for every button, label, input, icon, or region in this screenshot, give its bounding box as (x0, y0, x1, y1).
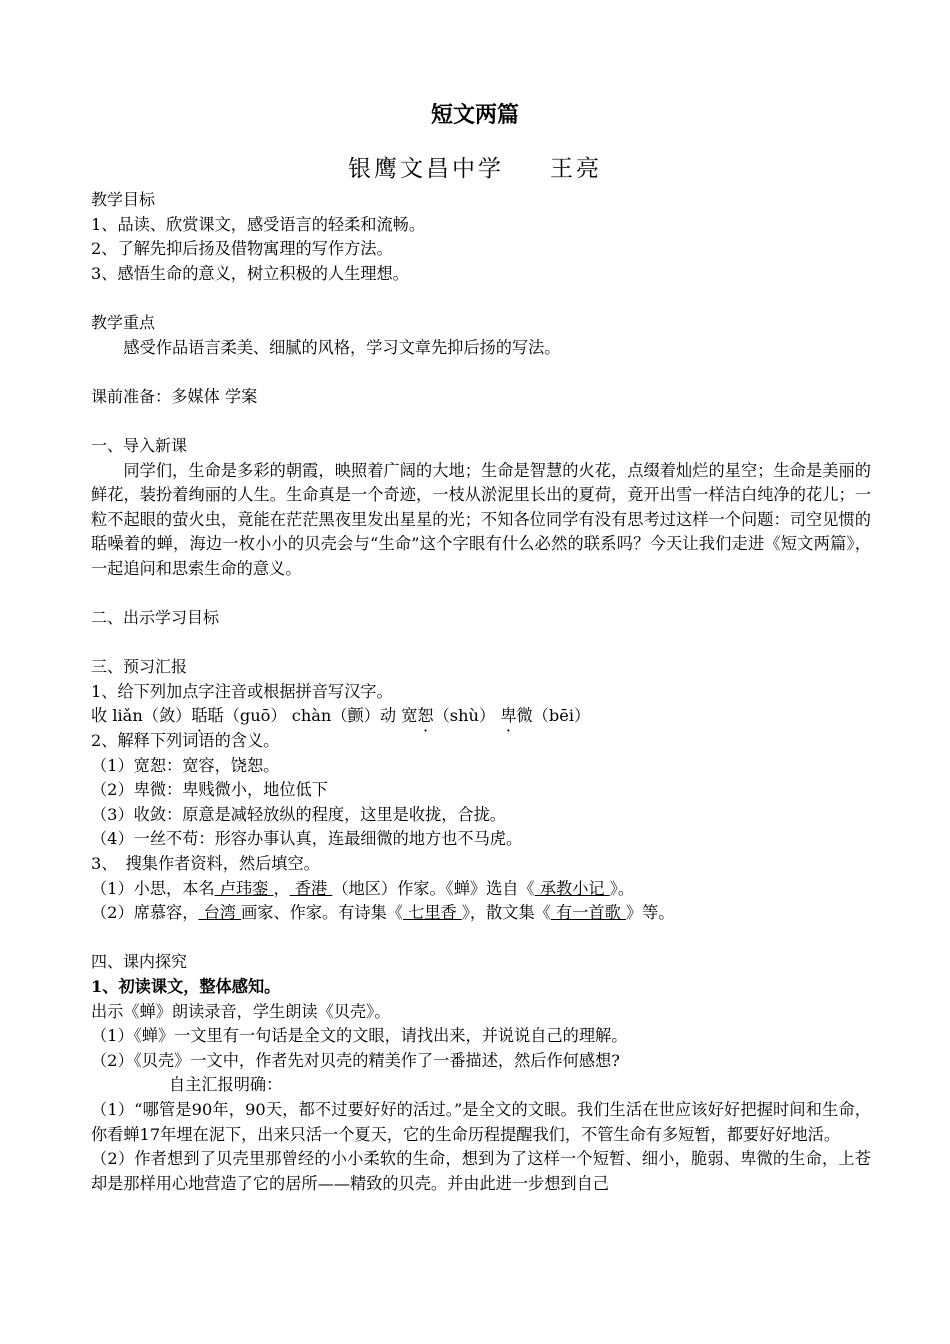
goal-item: 2、了解先抑后扬及借物寓理的写作方法。 (91, 239, 393, 259)
focus-text: 感受作品语言柔美、细腻的风格，学习文章先抑后扬的写法。 (123, 337, 561, 357)
intro-paragraph: 同学们，生命是多彩的朝霞，映照着广阔的大地；生命是智慧的火花，点缀着灿烂的星空；生命是美丽的鲜花，装扮着绚丽的人生。生命真是一个奇迹，一枝从淤泥里长出的夏荷，竟开出雪一样洁白纯净的花儿；一粒不起眼的萤火虫，竟能在茫茫黑夜里发出星星的光；不知各位同学有没有思考过这样一个问题：司空见惯的聒噪着的蝉，海边一枚小小的贝壳会与“生命”这个字眼有什么必然的联系吗？今天让我们走进《短文两篇》，一起追问和思索生命的意义。 (91, 460, 871, 578)
report-label: 自主汇报明确： (169, 1075, 283, 1095)
dotted-char: 卑 (500, 706, 517, 726)
author-line (0, 150, 950, 183)
answer-blank: 香港 (289, 878, 333, 898)
answer-blank: 七里香 (402, 903, 462, 923)
answer-paragraph: （1）“哪管是90年，90天，都不过要好好的活过。”是全文的文眼。我们生活在世应该好好把握时间和生命，你看蝉17年埋在泥下，出来只活一个夏天，它的生命历程提醒我们，不管生命有多短暂，都要好好地活。 (91, 1099, 871, 1144)
fill-blank-1: （1）小思，本名 卢玮銮 ， 香港 （地区）作家。《蝉》选自《 承教小记 》。 (91, 878, 635, 898)
answer-blank: 承教小记 (534, 878, 610, 898)
prep-line (91, 385, 871, 410)
author-name: 王亮 (550, 156, 602, 182)
explore-subheading: 1、初读课文，整体感知。 (91, 977, 281, 996)
prep-label: 课前准备 (91, 386, 156, 406)
answer-paragraph: （2）作者想到了贝壳里那曾经的小小柔软的生命，想到为了这样一个短暂、细小，脆弱、卑微的生命，上苍却是那样用心地营造了它的居所——精致的贝壳。并由此进一步想到自己 (91, 1149, 871, 1193)
answer-blank: 台湾 (198, 903, 242, 923)
preview-q3: 3、 搜集作者资料，然后填空。 (91, 854, 320, 874)
dotted-char: 恕 (417, 706, 434, 726)
show-goals-heading: 二、出示学习目标 (91, 608, 220, 628)
definition-item: （2）卑微：卑贱微小，地位低下 (91, 780, 328, 800)
intro-heading: 一、导入新课 (91, 435, 188, 455)
focus-heading: 教学重点 (91, 312, 156, 332)
answer-blank: 有一首歌 (550, 903, 626, 923)
document-body (91, 188, 871, 1196)
prep-value: ：多媒体 学案 (155, 386, 258, 406)
preview-heading: 三、预习汇报 (91, 657, 188, 677)
author-school: 银鹰文昌中学 (348, 156, 504, 182)
explore-question: （1）《蝉》一文里有一句话是全文的文眼，请找出来，并说说自己的理解。 (91, 1026, 628, 1046)
goals-heading: 教学目标 (91, 190, 156, 209)
preview-q2: 2、解释下列词语的含义。 (91, 731, 280, 751)
answer-blank: 卢玮銮 (214, 878, 274, 898)
definition-item: （1）宽恕：宽容，饶恕。 (91, 755, 280, 775)
explore-question: （2）《贝壳》一文中，作者先对贝壳的精美作了一番描述，然后作何感想? (91, 1050, 620, 1070)
goal-item: 3、感悟生命的意义，树立积极的人生理想。 (91, 263, 409, 283)
explore-line: 出示《蝉》朗读录音，学生朗读《贝壳》。 (91, 1001, 391, 1021)
definition-item: （3）收敛：原意是减轻放纵的程度，这里是收拢，合拢。 (91, 804, 506, 824)
page-title: 短文两篇 (430, 103, 519, 128)
explore-heading: 四、课内探究 (91, 952, 188, 972)
definition-item: （4）一丝不苟：形容办事认真，连最细微的地方也不马虎。 (91, 829, 523, 849)
goal-item: 1、品读、欣赏课文，感受语言的轻柔和流畅。 (91, 214, 426, 234)
pinyin-line: 收 liǎn（敛）聒聒（guō） chàn（颤）动 宽恕（shù） 卑微（bēi） (91, 706, 591, 726)
dotted-char: 聒 (191, 706, 208, 726)
preview-q1: 1、给下列加点字注音或根据拼音写汉字。 (91, 681, 393, 701)
fill-blank-2: （2）席慕容， 台湾 画家、作家。有诗集《 七里香 》，散文集《 有一首歌 》等。 (91, 903, 675, 923)
